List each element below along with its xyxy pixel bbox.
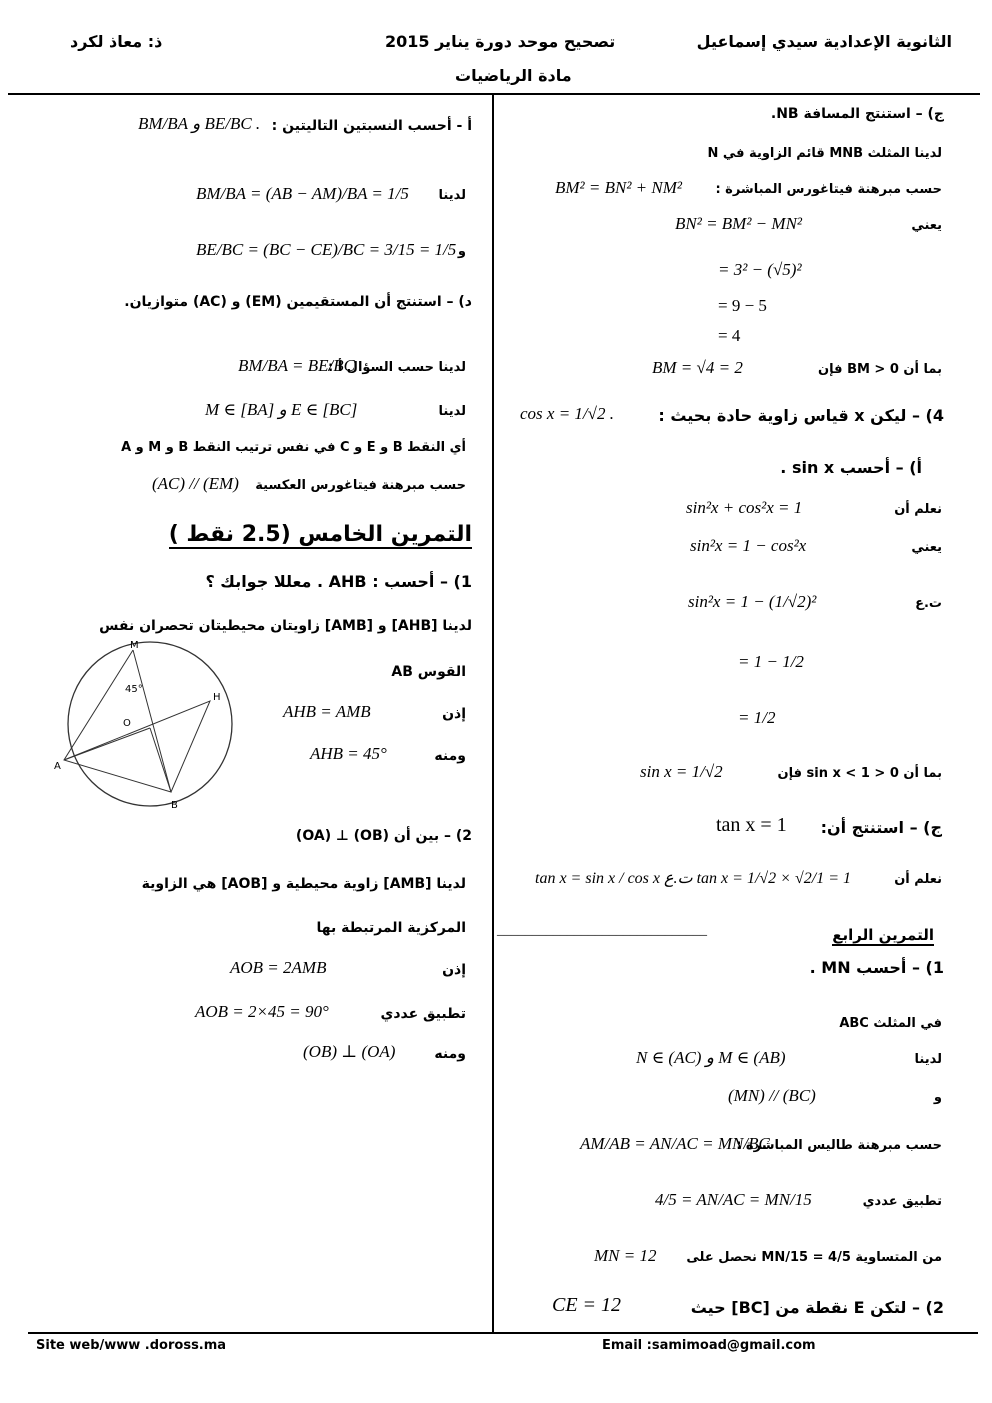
label-a: A	[54, 761, 61, 772]
parallel-result: (AC) // (EM)	[152, 474, 239, 493]
given-label: لدينا	[914, 1052, 942, 1067]
ratios-formula: BM/BA و BE/BC .	[138, 114, 261, 133]
therefore-label-2: إذن	[442, 962, 466, 978]
question-c-title: ج) – استنتج المسافة NB.	[770, 106, 944, 122]
we-know-label: نعلم أن	[894, 502, 942, 517]
means-label: يعني	[911, 218, 942, 233]
label-b: B	[171, 800, 178, 811]
label-h: H	[213, 692, 221, 703]
sin-bound-text: بما أن 0 < sin x < 1 فإن	[777, 766, 942, 781]
therefore-label: إذن	[442, 706, 466, 722]
identity-formula: sin²x + cos²x = 1	[686, 498, 803, 517]
sin2-step1: sin²x = 1 − (1/√2)²	[688, 592, 817, 611]
bm-ratio: BM/BA = (AB − AM)/BA = 1/5	[196, 184, 409, 203]
num-app-label: ت.ع	[915, 596, 942, 611]
question-a-title: أ) – أحسب sin x .	[780, 458, 922, 477]
header-divider	[8, 93, 980, 95]
exercise-4-rule: ______________________________	[497, 923, 707, 938]
exercise-5-title: التمرين الخامس (2.5 نقط )	[168, 522, 472, 547]
subject-name: مادة الرياضيات	[455, 66, 572, 85]
footer-divider	[28, 1332, 978, 1334]
inscribed-angles-text: لدينا [AHB] و [AMB] زاويتان محيطيتان تحصران نفس	[99, 618, 472, 634]
mn-result: MN = 12	[594, 1246, 657, 1265]
bn-step3: = 4	[718, 326, 741, 345]
aob-formula: AOB = 2AMB	[230, 958, 327, 977]
order-text: أي النقط B و E و C في نفس ترتيب النقط B و M و A	[121, 440, 466, 455]
footer-site: Site web/www .doross.ma	[36, 1338, 227, 1353]
thales-numeric: 4/5 = AN/AC = MN/15	[655, 1190, 812, 1209]
pythagoras-label: حسب مبرهنة فيتاغورس المباشرة :	[715, 182, 942, 197]
question-1-title: 1) – أحسب : AHB . معللا جوابك ؟	[205, 572, 472, 591]
question-d-title: د) – استنتج أن المستقيمين (EM) و (AC) متوازيان.	[124, 294, 472, 310]
question-e-title: 2) – لتكن E نقطة من [BC] حيث	[690, 1298, 944, 1317]
label-o: O	[123, 718, 131, 729]
question-4-title: 4) – ليكن x قياس زاوية حادة بحيث :	[658, 406, 944, 425]
sin-value: sin x = 1/√2	[640, 762, 723, 781]
column-divider	[492, 95, 494, 1333]
question-2-title: 2) – بين أن (OB) ⊥ (OA)	[295, 828, 472, 844]
triangle-mnb-text: لدينا المثلث MNB قائم الزاوية في N	[707, 146, 942, 161]
membership-formula: N ∈ (AC) و M ∈ (AB)	[636, 1048, 786, 1067]
equality-text: من المتساوية 4/5 = MN/15 نحصل على	[686, 1250, 942, 1265]
be-ratio: BE/BC = (BC − CE)/BC = 3/15 = 1/5	[196, 240, 457, 259]
and-label: و	[933, 1090, 942, 1105]
question-mn-title: 1) – أحسب MN .	[809, 958, 944, 977]
and-label-l1: و	[457, 244, 466, 259]
converse-label: حسب مبرهنة فيتاغورس العكسية	[255, 478, 466, 493]
sin2-step3: = 1/2	[738, 708, 776, 727]
aob-value: AOB = 2×45 = 90°	[195, 1002, 329, 1021]
ratios-equal: BM/BA = BE/BC	[238, 356, 355, 375]
circle-figure	[50, 636, 250, 812]
related-text: المركزية المرتبطة بها	[316, 920, 466, 936]
num-app-label-2: تطبيق عددي	[862, 1194, 942, 1209]
thales-label: حسب مبرهنة طاليس المباشرة :	[736, 1138, 942, 1153]
bn-formula: BN² = BM² − MN²	[675, 214, 803, 233]
we-know-label-2: نعلم أن	[894, 872, 942, 887]
question-a-ratios: أ - أحسب النسبتين التاليتين :	[271, 118, 472, 134]
arc-text: القوس AB	[391, 664, 466, 680]
from-question-a: لدينا حسب السؤال أ :	[327, 360, 466, 375]
parallel-formula: (MN) // (BC)	[728, 1086, 816, 1105]
hence-label: ومنه	[434, 748, 466, 764]
segment-ob	[150, 728, 171, 792]
ahb-value: AHB = 45°	[310, 744, 387, 763]
hence-label-2: ومنه	[434, 1046, 466, 1062]
central-angle-text: لدينا [AMB] زاوية محيطية و [AOB] هي الزاوية	[141, 876, 466, 892]
school-name: الثانوية الإعدادية سيدي إسماعيل	[696, 32, 952, 51]
pythagoras-formula: BM² = BN² + NM²	[555, 178, 683, 197]
tan-formula: tan x = sin x / cos x ت.ع tan x = 1/√2 × √2/1 = 1	[535, 870, 851, 887]
thales-formula: AM/AB = AN/AC = MN/BC	[580, 1134, 770, 1153]
segment-oa	[64, 728, 150, 760]
angle-label: 45°	[125, 684, 143, 695]
bn-step1: = 3² − (√5)²	[718, 260, 802, 279]
ce-value: CE = 12	[552, 1294, 622, 1316]
label-m: M	[130, 640, 139, 651]
sin2-step2: = 1 − 1/2	[738, 652, 804, 671]
circle	[68, 642, 232, 806]
triangle-abc-text: في المثلث ABC	[839, 1016, 942, 1031]
cos-value: cos x = 1/√2 .	[520, 404, 614, 423]
given-label-l1: لدينا	[438, 188, 466, 203]
perpendicular-result: (OB) ⊥ (OA)	[303, 1042, 396, 1061]
num-app-label-l: تطبيق عددي	[380, 1006, 466, 1022]
exercise-4-title: التمرين الرابع	[832, 926, 934, 944]
sin2-formula: sin²x = 1 − cos²x	[690, 536, 807, 555]
triangle-amb	[64, 650, 171, 792]
bm-value: BM = √4 = 2	[652, 358, 743, 377]
triangle-ahb	[64, 701, 210, 792]
point-membership: M ∈ [BA] و E ∈ [BC]	[205, 400, 358, 419]
means-label-2: يعني	[911, 540, 942, 555]
teacher-name: ذ: معاذ لكرد	[70, 32, 163, 51]
given-label-l2: لدينا	[438, 404, 466, 419]
footer-email: Email :samimoad@gmail.com	[602, 1338, 816, 1353]
bn-step2: = 9 − 5	[718, 296, 767, 315]
page-title: تصحيح موحد دورة يناير 2015	[385, 32, 616, 51]
bm-positive: بما أن BM > 0 فإن	[818, 362, 942, 377]
question-c2-title: ج) – استنتج أن:	[820, 818, 942, 837]
angle-equality: AHB = AMB	[283, 702, 371, 721]
tan-target: tan x = 1	[716, 814, 787, 836]
